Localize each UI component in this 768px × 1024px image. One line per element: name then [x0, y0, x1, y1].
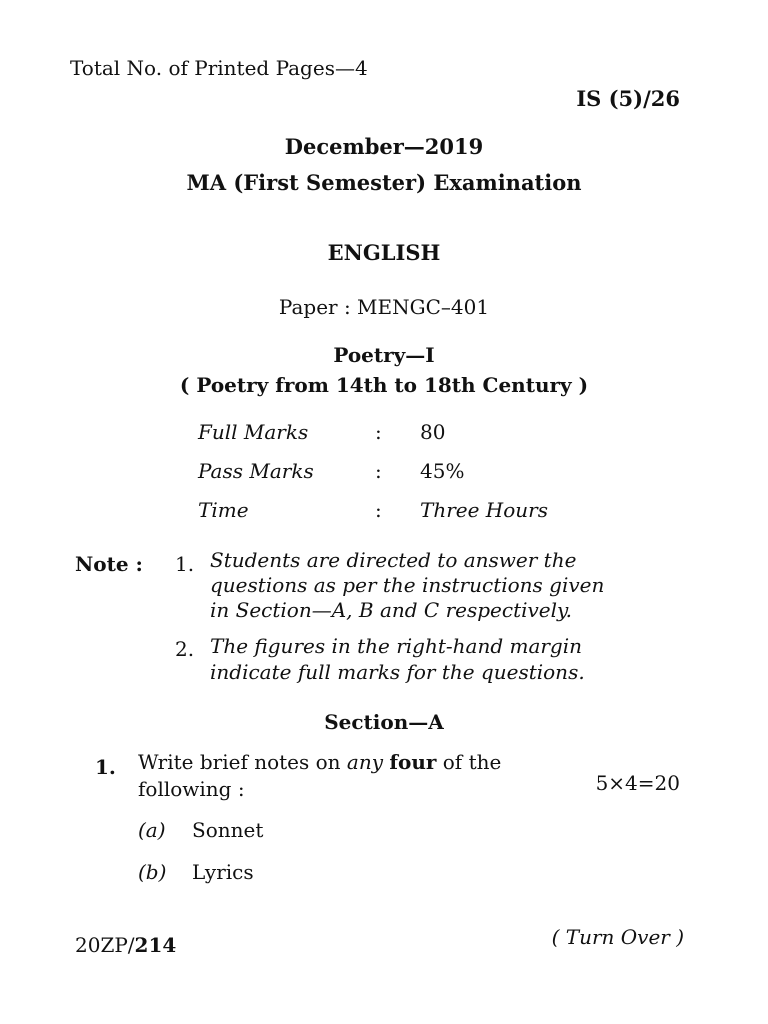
turn-over-text: ( Turn Over ): [551, 925, 684, 949]
full-marks-colon: :: [375, 420, 382, 444]
question-1-line-1: [138, 750, 501, 774]
exam-title: MA (First Semester) Examination: [186, 170, 582, 195]
question-1-text-any: any: [346, 750, 384, 774]
time-colon: :: [375, 498, 382, 522]
note-label: Note :: [75, 552, 143, 576]
paper-name: Paper : MENGC–401: [278, 295, 490, 319]
note-item-1-line-3: in Section—A, B and C respectively.: [210, 598, 573, 622]
full-marks-row: [0, 420, 768, 448]
time-label: Time: [198, 498, 249, 522]
question-1-number: 1.: [95, 755, 116, 779]
total-pages-text: Total No. of Printed Pages—4: [70, 56, 368, 80]
question-1-text-post: of the: [442, 750, 502, 774]
note-item-1-line-1: Students are directed to answer the: [210, 548, 577, 572]
note-item-2-number: 2.: [175, 637, 195, 661]
footer-code-number: 214: [134, 933, 177, 957]
exam-date: December—2019: [284, 134, 484, 159]
pass-marks-colon: :: [375, 459, 382, 483]
option-b-text: Lyrics: [192, 860, 254, 884]
time-row: [0, 498, 768, 526]
course-subtitle: ( Poetry from 14th to 18th Century ): [179, 373, 589, 397]
note-item-1-number: 1.: [175, 552, 195, 576]
question-1-marks: 5×4=20: [595, 771, 680, 795]
question-1-line-2: following :: [138, 777, 245, 801]
option-a-text: Sonnet: [192, 818, 264, 842]
note-item-1-line-2: questions as per the instructions given: [210, 573, 605, 597]
pass-marks-row: [0, 459, 768, 487]
subject-title: ENGLISH: [327, 240, 441, 265]
paper-code: IS (5)/26: [576, 86, 680, 111]
question-1-text-pre: Write brief notes on: [138, 750, 341, 774]
time-value: Three Hours: [420, 498, 548, 522]
course-title: Poetry—I: [333, 343, 435, 367]
full-marks-value: 80: [420, 420, 446, 444]
note-item-2-line-1: The figures in the right-hand margin: [210, 634, 583, 658]
footer-code: [75, 933, 176, 957]
option-a-label: (a): [138, 818, 166, 842]
section-a-heading: Section—A: [324, 710, 444, 734]
full-marks-label: Full Marks: [198, 420, 309, 444]
footer-code-prefix: 20ZP/: [75, 933, 135, 957]
pass-marks-value: 45%: [420, 459, 465, 483]
question-1-text-four: four: [389, 750, 437, 774]
note-item-2-line-2: indicate full marks for the questions.: [210, 660, 585, 684]
option-b-label: (b): [138, 860, 167, 884]
pass-marks-label: Pass Marks: [198, 459, 314, 483]
